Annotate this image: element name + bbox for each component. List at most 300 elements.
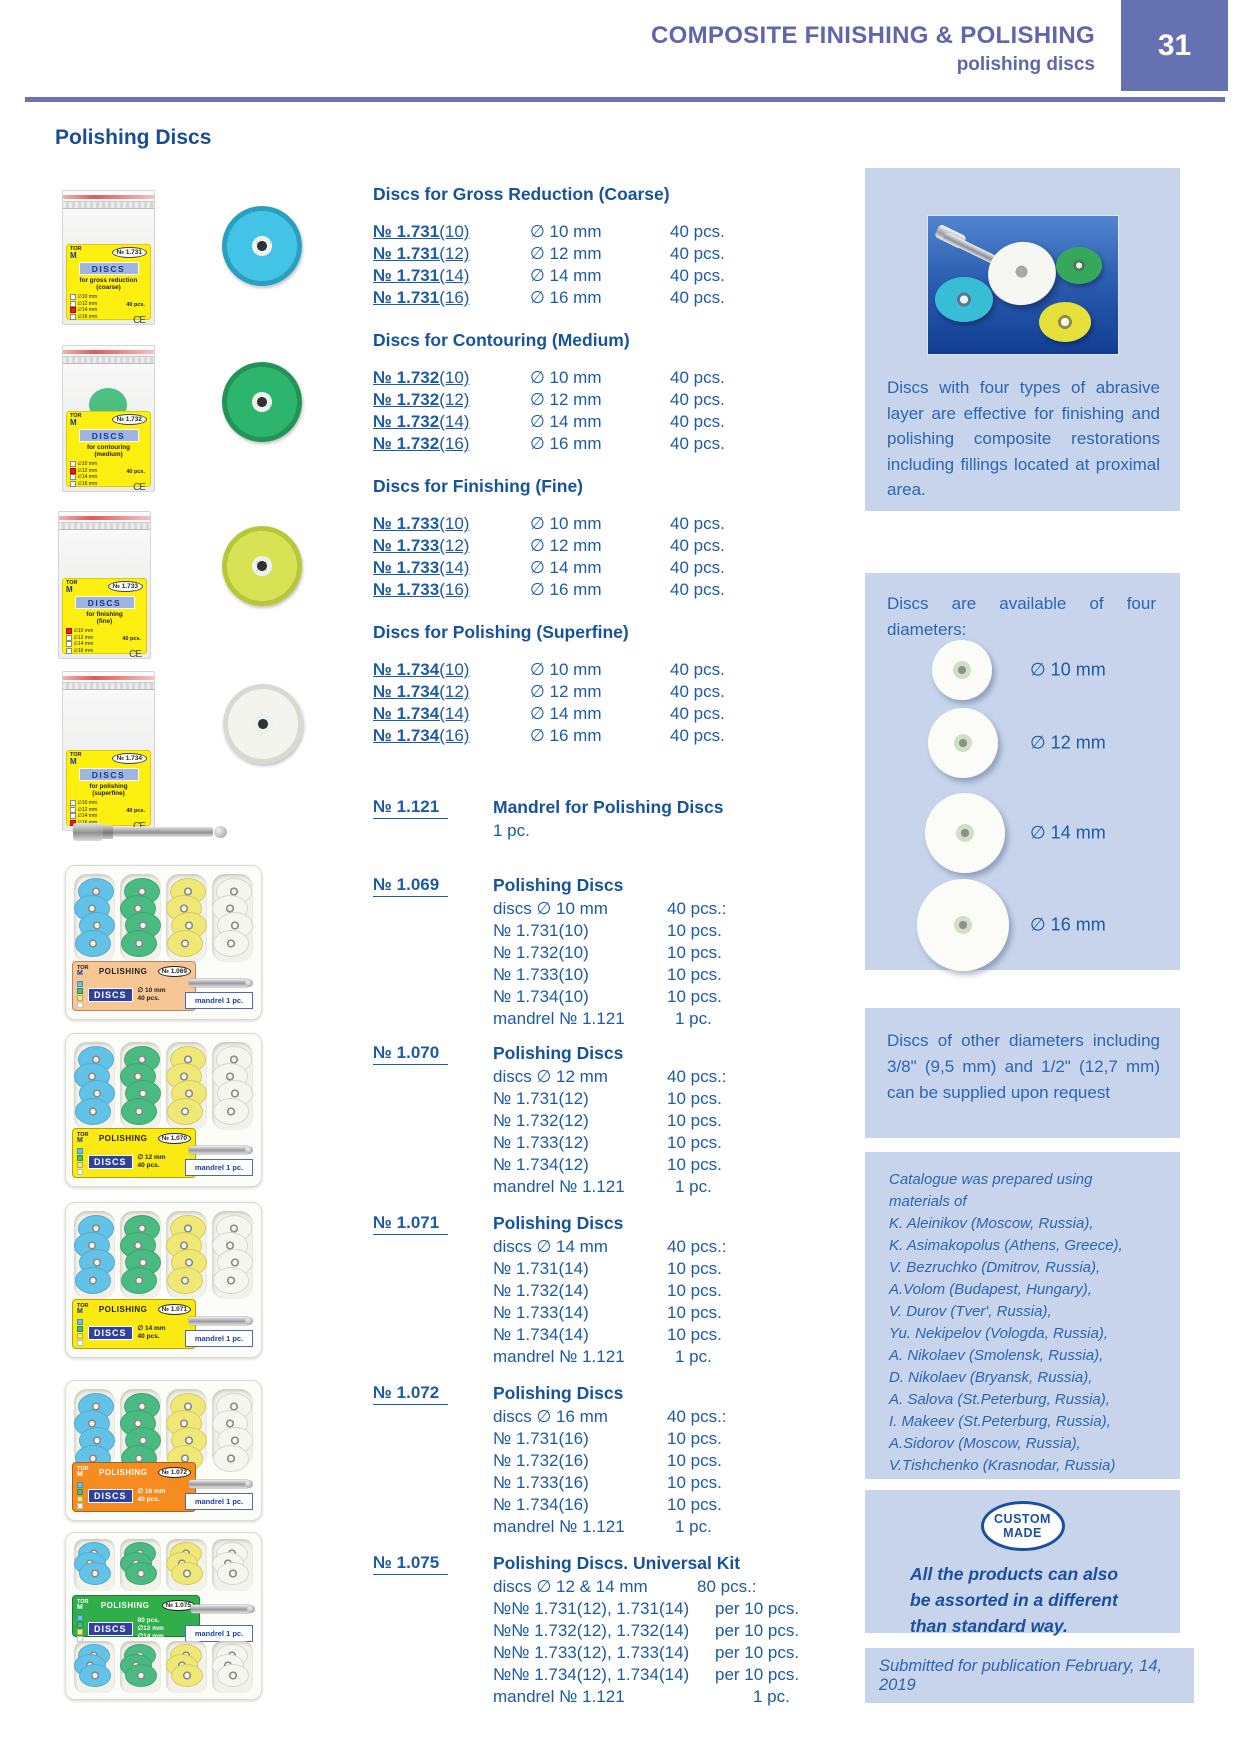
- kit-box-photo-1071: [65, 1202, 262, 1358]
- table-row: [373, 704, 725, 726]
- bag-size-list: ∅10 mm ∅12 mm ∅14 mm: [70, 799, 97, 832]
- kit-line-text: discs ∅ 12 & 14 mm: [493, 1577, 648, 1596]
- kit-mandrel-photo: [189, 1480, 249, 1488]
- checkbox-icon: [66, 635, 72, 641]
- table-row: [373, 682, 725, 704]
- kit-tray: [74, 1389, 253, 1467]
- kit-line-qty: 10 pcs.: [667, 1451, 722, 1470]
- yellow-disc: [1039, 302, 1091, 342]
- product-code: № 1.734: [373, 682, 440, 701]
- kit-line-text: № 1.732(14): [493, 1281, 589, 1300]
- disc-stack-superfine: [212, 1211, 253, 1299]
- credit-line: D. Nikolaev (Bryansk, Russia),: [889, 1369, 1093, 1386]
- checkbox-icon: [70, 474, 76, 480]
- bag-qty: 40 pcs.: [126, 808, 145, 815]
- kit-code-link[interactable]: № 1.075: [373, 1553, 448, 1575]
- kit-line-text: № 1.731(14): [493, 1259, 589, 1278]
- product-code-link[interactable]: [373, 434, 530, 454]
- checkbox-checked-icon: [66, 628, 72, 634]
- grit-legend: [77, 981, 83, 1008]
- kit-line-qty: per 10 pcs.: [715, 1599, 800, 1618]
- bag-size-list: ∅10 mm ∅12 mm ∅14 mm ∅16 mm: [70, 293, 97, 326]
- table-row: [373, 244, 725, 266]
- kit-label-code: № 1.070: [158, 1133, 191, 1144]
- kit-box-photo-1075: [65, 1532, 262, 1700]
- kit-label-product: DISCS: [88, 1489, 133, 1503]
- diameter-cell: ∅ 16 mm: [530, 726, 602, 745]
- checkbox-icon: [70, 807, 76, 813]
- sidebar-publication-panel: [865, 1648, 1194, 1703]
- product-code: № 1.732: [373, 368, 440, 387]
- credit-line: A.Volom (Budapest, Hungary),: [889, 1281, 1092, 1298]
- kit-line-text: № 1.734(10): [493, 987, 589, 1006]
- diameter-label: ∅ 16 mm: [1030, 914, 1106, 935]
- kit-label-code: № 1.071: [158, 1304, 191, 1315]
- kit-contents: [493, 899, 727, 1031]
- checkbox-checked-icon: [70, 468, 76, 474]
- mandrel-qty: 1 pc.: [493, 821, 530, 840]
- diameter-cell: ∅ 10 mm: [530, 368, 602, 387]
- product-code-link[interactable]: [373, 288, 530, 308]
- disc-stack-medium: [120, 1641, 161, 1693]
- kit-line-qty: 10 pcs.: [667, 1089, 722, 1108]
- kit-line-qty: 10 pcs.: [667, 1495, 722, 1514]
- bag-purpose: for contouring (medium): [86, 444, 131, 459]
- kit-line-text: mandrel № 1.121: [493, 1517, 625, 1536]
- kit-line-qty: 40 pcs.:: [667, 1407, 727, 1426]
- product-size: (16): [439, 726, 470, 745]
- intro-text: Discs with four types of abrasive layer are effective for finishing and polishing composite restorations including fillings located at proximal area.: [887, 378, 1160, 499]
- bag-purpose: for finishing (fine): [86, 611, 123, 626]
- kit-line-text: № 1.734(16): [493, 1495, 589, 1514]
- kit-label-product: DISCS: [88, 1326, 133, 1340]
- diameter-cell: ∅ 16 mm: [530, 434, 602, 453]
- grit-legend: [77, 1615, 83, 1642]
- qty-cell: 40 pcs.: [670, 244, 725, 263]
- credit-line: K. Asimakopolus (Athens, Greece),: [889, 1237, 1123, 1254]
- diameter-cell: ∅ 12 mm: [530, 244, 602, 263]
- qty-cell: 40 pcs.: [670, 514, 725, 533]
- page-header-subtitle: polishing discs: [956, 54, 1095, 75]
- tor-logo: TOR M: [77, 1465, 89, 1478]
- disc-coarse-photo: [222, 206, 302, 286]
- disc-10mm: [932, 640, 992, 700]
- bag-photo-1732: [62, 345, 155, 492]
- product-size: (10): [439, 368, 470, 387]
- kit-mandrel-label: mandrel 1 pc.: [185, 1493, 253, 1510]
- tor-logo: TOR M: [70, 413, 82, 427]
- custom-made-note: All the products can also be assorted in a different than standard way.: [910, 1564, 1119, 1636]
- credit-line: A. Salova (St.Peterburg, Russia),: [889, 1391, 1110, 1408]
- sidebar-other-diameters-panel: [865, 1008, 1180, 1138]
- green-disc: [1056, 247, 1102, 284]
- kit-line-text: discs ∅ 10 mm: [493, 899, 608, 918]
- disc-stack-superfine: [212, 1042, 253, 1130]
- kit-line-qty: 10 pcs.: [667, 1325, 722, 1344]
- kit-line-qty: 1 pc.: [675, 1517, 712, 1536]
- section-heading-coarse: Discs for Gross Reduction (Coarse): [373, 184, 670, 204]
- kit-line-text: № 1.731(16): [493, 1429, 589, 1448]
- kit-line-qty: 80 pcs.:: [697, 1577, 757, 1596]
- disc-stack-medium: [120, 1539, 161, 1591]
- table-row: [373, 412, 725, 434]
- custom-made-badge: CUSTOM MADE: [981, 1501, 1065, 1551]
- kit-mandrel-photo: [191, 1605, 251, 1613]
- kit-contents: [493, 1067, 727, 1199]
- table-row: [373, 660, 725, 682]
- product-code: № 1.734: [373, 704, 440, 723]
- credit-line: V. Durov (Tver', Russia),: [889, 1303, 1052, 1320]
- table-row: [373, 536, 725, 558]
- kit-label-product: DISCS: [88, 988, 133, 1002]
- kit-line-text: № 1.734(12): [493, 1155, 589, 1174]
- kit-line-text: № 1.731(12): [493, 1089, 589, 1108]
- kit-mandrel-photo: [189, 979, 249, 987]
- kit-mandrel-label: mandrel 1 pc.: [185, 992, 253, 1009]
- product-size: (12): [439, 390, 470, 409]
- qty-cell: 40 pcs.: [670, 368, 725, 387]
- disc-stack-superfine: [212, 874, 253, 962]
- disc-stack-medium: [120, 1042, 161, 1130]
- kit-line-text: № 1.732(12): [493, 1111, 589, 1130]
- qty-cell: 40 pcs.: [670, 580, 725, 599]
- kit-line-text: № 1.733(16): [493, 1473, 589, 1492]
- kit-label-title: POLISHING: [98, 1133, 148, 1143]
- kit-tray-bottom: [74, 1641, 253, 1693]
- kit-line-text: mandrel № 1.121: [493, 1347, 625, 1366]
- credits-intro: materials of: [889, 1193, 967, 1210]
- kit-label-title: POLISHING: [98, 1304, 148, 1314]
- kit-line-text: mandrel № 1.121: [493, 1009, 625, 1028]
- mandrel-photo: [73, 818, 227, 846]
- kit-line-qty: 1 pc.: [675, 1347, 712, 1366]
- kit-line-qty: 10 pcs.: [667, 987, 722, 1006]
- tor-logo: TOR M: [70, 246, 82, 260]
- kit-line-text: discs ∅ 12 mm: [493, 1067, 608, 1086]
- grit-legend: [77, 1482, 83, 1509]
- bag-label: [62, 578, 147, 661]
- kit-line-qty: 1 pc.: [753, 1687, 790, 1706]
- disc-stack-fine: [166, 874, 207, 962]
- checkbox-checked-icon: [70, 307, 76, 313]
- disc-stack-coarse: [74, 1389, 115, 1467]
- kit-code-link[interactable]: № 1.072: [373, 1383, 448, 1405]
- kit-label: TOR M POLISHING № 1.071 DISCS ∅ 14 mm 40 pcs.: [72, 1299, 196, 1349]
- kit-name: Polishing Discs. Universal Kit: [493, 1553, 741, 1573]
- kit-code-link[interactable]: № 1.071: [373, 1213, 448, 1235]
- bag-size-list: ∅10 mm ∅12 mm ∅14 mm ∅16 mm: [70, 460, 97, 493]
- product-code-link[interactable]: [373, 682, 530, 702]
- disc-superfine-photo: [223, 684, 303, 764]
- bag-code: № 1.731: [112, 247, 147, 258]
- bag-seal: [63, 195, 154, 199]
- product-size: (14): [439, 558, 470, 577]
- kit-line-qty: 1 pc.: [675, 1009, 712, 1028]
- product-code-link[interactable]: [373, 660, 530, 680]
- bag-photo-1731: [62, 190, 155, 325]
- product-code-link[interactable]: [373, 726, 530, 746]
- diameter-cell: ∅ 14 mm: [530, 412, 602, 431]
- qty-cell: 40 pcs.: [670, 434, 725, 453]
- disc-stack-fine: [166, 1641, 207, 1693]
- kit-label-title: POLISHING: [100, 1600, 150, 1610]
- checkbox-icon: [70, 301, 76, 307]
- bag-seal: [63, 350, 154, 354]
- product-code: № 1.733: [373, 558, 440, 577]
- kit-line-qty: 10 pcs.: [667, 1133, 722, 1152]
- bag-qty: 40 pcs.: [126, 469, 145, 476]
- product-size: (14): [439, 704, 470, 723]
- diameter-label: ∅ 14 mm: [1030, 822, 1106, 843]
- diameter-cell: ∅ 14 mm: [530, 558, 602, 577]
- disc-stack-superfine: [212, 1389, 253, 1467]
- kit-line-qty: 10 pcs.: [667, 1259, 722, 1278]
- disc-16mm: [917, 879, 1009, 971]
- product-size: (12): [439, 244, 470, 263]
- tor-logo: TOR M: [66, 580, 78, 594]
- diameter-cell: ∅ 12 mm: [530, 536, 602, 555]
- kit-name: Polishing Discs: [493, 1213, 624, 1233]
- discs-mandrel-photo: [927, 215, 1119, 355]
- kit-tray: [74, 1042, 253, 1130]
- table-row: [373, 726, 725, 748]
- mandrel-head: [73, 823, 103, 841]
- bag-seal: [59, 516, 150, 520]
- product-code-link[interactable]: [373, 266, 530, 286]
- kit-contents: [493, 1577, 799, 1709]
- product-code: № 1.731: [373, 266, 440, 285]
- credit-line: I. Makeev (St.Peterburg, Russia),: [889, 1413, 1111, 1430]
- table-row: [373, 222, 725, 244]
- diameter-cell: ∅ 16 mm: [530, 580, 602, 599]
- kit-line-qty: 1 pc.: [675, 1177, 712, 1196]
- product-code: № 1.733: [373, 536, 440, 555]
- product-code: № 1.732: [373, 434, 440, 453]
- checkbox-icon: [70, 314, 76, 320]
- kit-box-photo-1069: [65, 865, 262, 1020]
- product-code-link[interactable]: [373, 536, 530, 556]
- kit-name: Polishing Discs: [493, 875, 624, 895]
- bag-photo-1733: [58, 511, 151, 659]
- kit-mandrel-photo: [189, 1317, 249, 1325]
- mandrel-collar: [103, 825, 113, 839]
- kit-line-qty: per 10 pcs.: [715, 1665, 800, 1684]
- diameter-cell: ∅ 10 mm: [530, 660, 602, 679]
- page-number-badge: 31: [1121, 0, 1228, 91]
- kit-line-qty: 10 pcs.: [667, 943, 722, 962]
- kit-line-text: № 1.732(16): [493, 1451, 589, 1470]
- bag-zip: [63, 356, 154, 364]
- kit-label: TOR M POLISHING № 1.069 DISCS ∅ 10 mm 40 pcs.: [72, 961, 196, 1011]
- product-code-link[interactable]: [373, 704, 530, 724]
- kit-line-qty: 40 pcs.:: [667, 1237, 727, 1256]
- qty-cell: 40 pcs.: [670, 726, 725, 745]
- teal-disc: [935, 277, 993, 322]
- product-code: № 1.732: [373, 390, 440, 409]
- qty-cell: 40 pcs.: [670, 660, 725, 679]
- kit-line-text: №№ 1.734(12), 1.734(14): [493, 1665, 690, 1684]
- ce-mark-icon: CE: [129, 649, 141, 661]
- diameter-label: ∅ 10 mm: [1030, 659, 1106, 680]
- product-size: (10): [439, 660, 470, 679]
- kit-label: TOR M POLISHING № 1.072 DISCS ∅ 16 mm 40 pcs.: [72, 1462, 196, 1512]
- kit-mandrel-label: mandrel 1 pc.: [185, 1159, 253, 1176]
- bag-code: № 1.732: [112, 414, 147, 425]
- kit-label-title: POLISHING: [98, 966, 148, 976]
- product-code: № 1.731: [373, 222, 440, 241]
- mandrel-name: Mandrel for Polishing Discs: [493, 797, 724, 817]
- table-row: [373, 266, 725, 288]
- sidebar-credits-panel: [865, 1152, 1180, 1479]
- disc-stack-coarse: [74, 1211, 115, 1299]
- bag-seal: [63, 676, 154, 680]
- product-table-medium: [373, 368, 725, 456]
- kit-code-link[interactable]: № 1.070: [373, 1043, 448, 1065]
- product-code: № 1.731: [373, 288, 440, 307]
- kit-line-text: № 1.732(10): [493, 943, 589, 962]
- product-code-link[interactable]: [373, 244, 530, 264]
- product-table-coarse: [373, 222, 725, 310]
- product-size: (16): [439, 580, 470, 599]
- kit-label-product: DISCS: [88, 1155, 133, 1169]
- bag-label: [66, 750, 151, 826]
- table-row: [373, 558, 725, 580]
- disc-fine-photo: [222, 526, 302, 606]
- section-heading-fine: Discs for Finishing (Fine): [373, 476, 584, 496]
- kit-tray: [74, 874, 253, 962]
- kit-box-photo-1072: [65, 1380, 262, 1521]
- table-row: [373, 514, 725, 536]
- kit-line-qty: 10 pcs.: [667, 965, 722, 984]
- product-size: (14): [439, 266, 470, 285]
- kit-line-text: №№ 1.733(12), 1.733(14): [493, 1643, 690, 1662]
- disc-stack-medium: [120, 1389, 161, 1467]
- bag-purpose: for gross reduction (coarse): [79, 277, 138, 292]
- kit-label-code: № 1.075: [162, 1600, 195, 1611]
- diameter-cell: ∅ 16 mm: [530, 288, 602, 307]
- bag-qty: 40 pcs.: [122, 636, 141, 643]
- kit-label-product: DISCS: [88, 1622, 133, 1636]
- kit-box-photo-1070: [65, 1033, 262, 1187]
- disc-stack-medium: [120, 874, 161, 962]
- diameter-cell: ∅ 12 mm: [530, 390, 602, 409]
- diameter-cell: ∅ 14 mm: [530, 704, 602, 723]
- section-heading-superfine: Discs for Polishing (Superfine): [373, 622, 629, 642]
- disc-stack-coarse: [74, 1641, 115, 1693]
- page-title: Polishing Discs: [55, 126, 212, 149]
- kit-line-qty: per 10 pcs.: [715, 1643, 800, 1662]
- credit-line: Yu. Nekipelov (Vologda, Russia),: [889, 1325, 1108, 1342]
- credit-line: A.Sidorov (Moscow, Russia),: [889, 1435, 1081, 1452]
- kit-line-text: №№ 1.731(12), 1.731(14): [493, 1599, 690, 1618]
- bag-product-name: DISCS: [79, 768, 139, 781]
- bag-qty: 40 pcs.: [126, 302, 145, 309]
- disc-12mm: [928, 708, 998, 778]
- qty-cell: 40 pcs.: [670, 682, 725, 701]
- kit-contents: [493, 1407, 727, 1539]
- checkbox-icon: [66, 641, 72, 647]
- white-disc: [982, 236, 1062, 312]
- product-code-link[interactable]: [373, 412, 530, 432]
- product-code-link[interactable]: [373, 390, 530, 410]
- product-code: № 1.731: [373, 244, 440, 263]
- qty-cell: 40 pcs.: [670, 288, 725, 307]
- sidebar-intro-panel: [865, 168, 1180, 511]
- qty-cell: 40 pcs.: [670, 558, 725, 577]
- ce-mark-icon: CE: [133, 482, 145, 494]
- credit-line: K. Aleinikov (Moscow, Russia),: [889, 1215, 1094, 1232]
- grit-legend: [77, 1148, 83, 1175]
- product-code: № 1.732: [373, 412, 440, 431]
- table-row: [373, 580, 725, 602]
- mandrel-code-link[interactable]: № 1.121: [373, 797, 448, 819]
- bag-zip: [63, 682, 154, 690]
- kit-name: Polishing Discs: [493, 1383, 624, 1403]
- disc-stack-coarse: [74, 1539, 115, 1591]
- kit-line-text: mandrel № 1.121: [493, 1177, 625, 1196]
- product-size: (10): [439, 222, 470, 241]
- product-size: (10): [439, 514, 470, 533]
- kit-line-qty: 10 pcs.: [667, 1155, 722, 1174]
- disc-stack-fine: [166, 1389, 207, 1467]
- product-table-superfine: [373, 660, 725, 748]
- credits-intro: Catalogue was prepared using: [889, 1171, 1093, 1188]
- kit-tray-top: [74, 1539, 253, 1591]
- kit-line-qty: 10 pcs.: [667, 1303, 722, 1322]
- kit-line-text: № 1.733(12): [493, 1133, 589, 1152]
- product-table-fine: [373, 514, 725, 602]
- product-size: (12): [439, 536, 470, 555]
- kit-code-link[interactable]: № 1.069: [373, 875, 448, 897]
- sidebar-diameters-panel: [865, 573, 1180, 970]
- kit-label-code: № 1.069: [158, 966, 191, 977]
- product-code-link[interactable]: [373, 222, 530, 242]
- qty-cell: 40 pcs.: [670, 390, 725, 409]
- kit-label-code: № 1.072: [158, 1467, 191, 1478]
- disc-stack-fine: [166, 1539, 207, 1591]
- qty-cell: 40 pcs.: [670, 704, 725, 723]
- page-header-title: COMPOSITE FINISHING & POLISHING: [651, 22, 1095, 49]
- ce-mark-icon: CE: [133, 315, 145, 327]
- checkbox-icon: [66, 648, 72, 654]
- qty-cell: 40 pcs.: [670, 266, 725, 285]
- product-size: (16): [439, 288, 470, 307]
- product-code-link[interactable]: [373, 580, 530, 600]
- product-code-link[interactable]: [373, 368, 530, 388]
- bag-zip: [63, 201, 154, 209]
- grit-legend: [77, 1319, 83, 1346]
- diameter-cell: ∅ 10 mm: [530, 514, 602, 533]
- product-size: (12): [439, 682, 470, 701]
- publication-date: Submitted for publication February, 14, 2019: [879, 1656, 1163, 1694]
- kit-line-qty: per 10 pcs.: [715, 1621, 800, 1640]
- bag-product-name: DISCS: [79, 262, 139, 275]
- kit-line-text: № 1.731(10): [493, 921, 589, 940]
- bag-zip: [59, 522, 150, 530]
- diameters-heading: Discs are available of four diameters:: [887, 594, 1156, 639]
- header-rule: [25, 97, 1225, 102]
- tor-logo: TOR M: [70, 752, 82, 766]
- product-size: (14): [439, 412, 470, 431]
- kit-line-text: № 1.733(10): [493, 965, 589, 984]
- product-code-link[interactable]: [373, 514, 530, 534]
- kit-name: Polishing Discs: [493, 1043, 624, 1063]
- kit-label: TOR M POLISHING № 1.075 DISCS 80 pcs. ∅12 mm ∅14 mm: [72, 1595, 200, 1637]
- product-code-link[interactable]: [373, 558, 530, 578]
- tor-logo: TOR M: [77, 1131, 89, 1144]
- disc-medium-photo: [222, 362, 302, 442]
- kit-line-qty: 10 pcs.: [667, 1281, 722, 1300]
